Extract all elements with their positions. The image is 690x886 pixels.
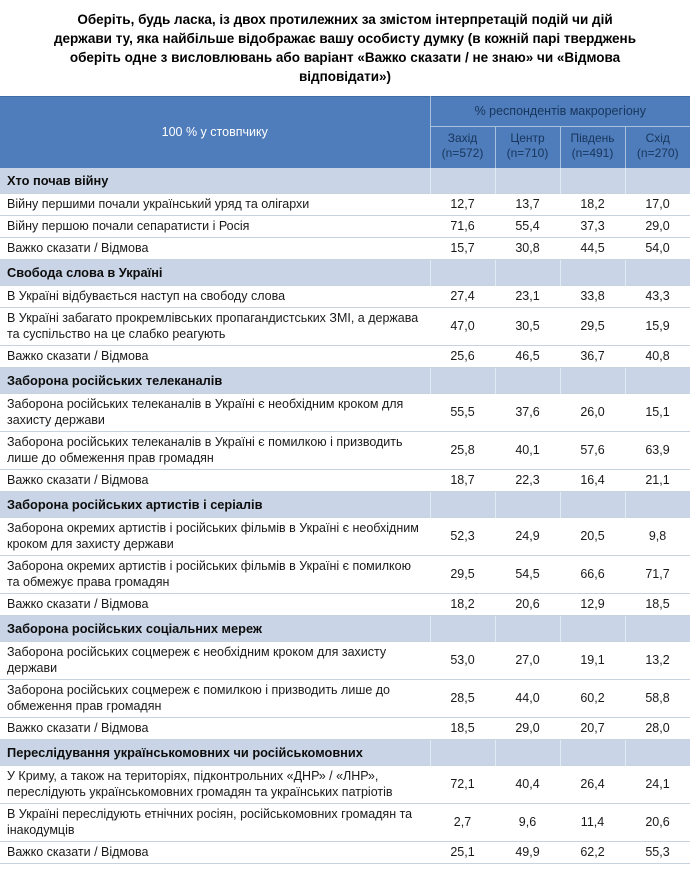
value-cell: 54,5	[495, 555, 560, 593]
table-row	[0, 717, 690, 739]
section-header-row	[0, 615, 690, 641]
section-spacer-cell	[495, 739, 560, 765]
value-cell: 60,2	[560, 679, 625, 717]
value-cell: 17,0	[625, 193, 690, 215]
table-header	[0, 96, 690, 168]
value-cell: 30,5	[495, 307, 560, 345]
row-label: В Україні відбувається наступ на свободу слова	[0, 285, 430, 307]
value-cell: 22,3	[495, 469, 560, 491]
value-cell: 40,4	[495, 765, 560, 803]
section-spacer-cell	[430, 367, 495, 393]
value-cell: 18,7	[430, 469, 495, 491]
value-cell: 44,5	[560, 237, 625, 259]
table-row	[0, 679, 690, 717]
section-spacer-cell	[625, 491, 690, 517]
row-label: Важко сказати / Відмова	[0, 345, 430, 367]
value-cell: 20,6	[625, 803, 690, 841]
value-cell: 62,2	[560, 841, 625, 863]
value-cell: 2,7	[430, 803, 495, 841]
value-cell: 55,4	[495, 215, 560, 237]
value-cell: 28,5	[430, 679, 495, 717]
value-cell: 25,6	[430, 345, 495, 367]
row-label: В Україні переслідують етнічних росіян, російськомовних громадян та інакодумців	[0, 803, 430, 841]
value-cell: 46,5	[495, 345, 560, 367]
value-cell: 12,9	[560, 593, 625, 615]
section-header-row	[0, 259, 690, 285]
value-cell: 15,7	[430, 237, 495, 259]
value-cell: 13,2	[625, 641, 690, 679]
table-row	[0, 431, 690, 469]
section-spacer-cell	[430, 739, 495, 765]
row-label: Заборона російських соцмереж є помилкою і призводить лише до обмеження прав громадян	[0, 679, 430, 717]
value-cell: 37,6	[495, 393, 560, 431]
question-text: Оберіть, будь ласка, із двох протилежних за змістом інтерпретацій подій чи дій держави ту, яка найбільше відображає вашу особисту думку (в кожній парі тверджень оберіть одне з висловлювань або варіант «Важко сказати / не знаю» чи «Відмова відповідати»)	[53, 12, 636, 85]
value-cell: 9,6	[495, 803, 560, 841]
row-label: Важко сказати / Відмова	[0, 841, 430, 863]
value-cell: 12,7	[430, 193, 495, 215]
value-cell: 53,0	[430, 641, 495, 679]
row-label: У Криму, а також на територіях, підконтрольних «ДНР» / «ЛНР», переслідують українськомовних громадян та українських патріотів	[0, 765, 430, 803]
section-spacer-cell	[560, 367, 625, 393]
table-row	[0, 555, 690, 593]
section-title: Хто почав війну	[0, 168, 430, 194]
section-header-row	[0, 491, 690, 517]
table-row	[0, 765, 690, 803]
section-header-row	[0, 168, 690, 194]
value-cell: 40,8	[625, 345, 690, 367]
value-cell: 20,7	[560, 717, 625, 739]
section-spacer-cell	[560, 615, 625, 641]
table-row	[0, 307, 690, 345]
value-cell: 26,0	[560, 393, 625, 431]
value-cell: 13,7	[495, 193, 560, 215]
value-cell: 18,5	[625, 593, 690, 615]
row-label: Важко сказати / Відмова	[0, 237, 430, 259]
table-row	[0, 593, 690, 615]
value-cell: 29,0	[495, 717, 560, 739]
value-cell: 71,7	[625, 555, 690, 593]
region-column-header: Схід (n=270)	[625, 126, 690, 168]
region-column-header: Південь (n=491)	[560, 126, 625, 168]
section-spacer-cell	[560, 491, 625, 517]
value-cell: 27,0	[495, 641, 560, 679]
region-column-header: Захід (n=572)	[430, 126, 495, 168]
value-cell: 29,0	[625, 215, 690, 237]
column-group-header: % респондентів макрорегіону	[430, 96, 690, 126]
value-cell: 36,7	[560, 345, 625, 367]
value-cell: 29,5	[430, 555, 495, 593]
region-column-header: Центр (n=710)	[495, 126, 560, 168]
table-row	[0, 285, 690, 307]
column-header-left: 100 % у стовпчику	[0, 96, 430, 168]
section-title: Свобода слова в Україні	[0, 259, 430, 285]
section-spacer-cell	[560, 168, 625, 194]
section-spacer-cell	[625, 739, 690, 765]
value-cell: 66,6	[560, 555, 625, 593]
value-cell: 15,9	[625, 307, 690, 345]
row-label: Заборона окремих артистів і російських фільмів в Україні є необхідним кроком для захисту держави	[0, 517, 430, 555]
value-cell: 27,4	[430, 285, 495, 307]
table-row	[0, 193, 690, 215]
value-cell: 20,6	[495, 593, 560, 615]
value-cell: 24,9	[495, 517, 560, 555]
section-spacer-cell	[625, 259, 690, 285]
row-label: Заборона російських телеканалів в Україні є необхідним кроком для захисту держави	[0, 393, 430, 431]
value-cell: 63,9	[625, 431, 690, 469]
value-cell: 55,3	[625, 841, 690, 863]
value-cell: 37,3	[560, 215, 625, 237]
value-cell: 58,8	[625, 679, 690, 717]
row-label: Важко сказати / Відмова	[0, 593, 430, 615]
value-cell: 9,8	[625, 517, 690, 555]
section-spacer-cell	[430, 168, 495, 194]
value-cell: 49,9	[495, 841, 560, 863]
table-row	[0, 345, 690, 367]
row-label: Війну першими почали український уряд та олігархи	[0, 193, 430, 215]
value-cell: 23,1	[495, 285, 560, 307]
value-cell: 15,1	[625, 393, 690, 431]
section-spacer-cell	[625, 615, 690, 641]
value-cell: 43,3	[625, 285, 690, 307]
value-cell: 44,0	[495, 679, 560, 717]
value-cell: 72,1	[430, 765, 495, 803]
section-spacer-cell	[495, 259, 560, 285]
value-cell: 55,5	[430, 393, 495, 431]
value-cell: 16,4	[560, 469, 625, 491]
section-spacer-cell	[560, 259, 625, 285]
section-spacer-cell	[625, 367, 690, 393]
table-row	[0, 469, 690, 491]
value-cell: 40,1	[495, 431, 560, 469]
value-cell: 24,1	[625, 765, 690, 803]
section-title: Заборона російських телеканалів	[0, 367, 430, 393]
value-cell: 30,8	[495, 237, 560, 259]
row-label: В Україні забагато прокремлівських пропагандистських ЗМІ, а держава та суспільство на це слабко реагують	[0, 307, 430, 345]
section-spacer-cell	[430, 615, 495, 641]
row-label: Заборона російських телеканалів в Україні є помилкою і призводить лише до обмеження прав громадян	[0, 431, 430, 469]
bottom-whitespace	[0, 864, 690, 886]
table-body	[0, 168, 690, 864]
section-spacer-cell	[495, 168, 560, 194]
table-row	[0, 393, 690, 431]
section-spacer-cell	[625, 168, 690, 194]
value-cell: 26,4	[560, 765, 625, 803]
value-cell: 52,3	[430, 517, 495, 555]
value-cell: 18,2	[430, 593, 495, 615]
table-row	[0, 215, 690, 237]
section-title: Переслідування українськомовних чи російськомовних	[0, 739, 430, 765]
section-title: Заборона російських артистів і серіалів	[0, 491, 430, 517]
value-cell: 18,2	[560, 193, 625, 215]
section-spacer-cell	[495, 491, 560, 517]
value-cell: 71,6	[430, 215, 495, 237]
row-label: Заборона російських соцмереж є необхідним кроком для захисту держави	[0, 641, 430, 679]
value-cell: 11,4	[560, 803, 625, 841]
value-cell: 33,8	[560, 285, 625, 307]
section-header-row	[0, 367, 690, 393]
row-label: Важко сказати / Відмова	[0, 469, 430, 491]
section-spacer-cell	[430, 259, 495, 285]
survey-results-table	[0, 96, 690, 864]
value-cell: 18,5	[430, 717, 495, 739]
table-row	[0, 841, 690, 863]
value-cell: 47,0	[430, 307, 495, 345]
section-spacer-cell	[495, 367, 560, 393]
value-cell: 29,5	[560, 307, 625, 345]
value-cell: 21,1	[625, 469, 690, 491]
table-row	[0, 803, 690, 841]
section-title: Заборона російських соціальних мереж	[0, 615, 430, 641]
value-cell: 25,1	[430, 841, 495, 863]
row-label: Війну першою почали сепаратисти і Росія	[0, 215, 430, 237]
row-label: Важко сказати / Відмова	[0, 717, 430, 739]
table-row	[0, 237, 690, 259]
value-cell: 19,1	[560, 641, 625, 679]
value-cell: 28,0	[625, 717, 690, 739]
value-cell: 54,0	[625, 237, 690, 259]
table-row	[0, 517, 690, 555]
table-row	[0, 641, 690, 679]
value-cell: 25,8	[430, 431, 495, 469]
value-cell: 57,6	[560, 431, 625, 469]
section-header-row	[0, 739, 690, 765]
value-cell: 20,5	[560, 517, 625, 555]
section-spacer-cell	[560, 739, 625, 765]
section-spacer-cell	[495, 615, 560, 641]
row-label: Заборона окремих артистів і російських фільмів в Україні є помилкою та обмежує права громадян	[0, 555, 430, 593]
section-spacer-cell	[430, 491, 495, 517]
